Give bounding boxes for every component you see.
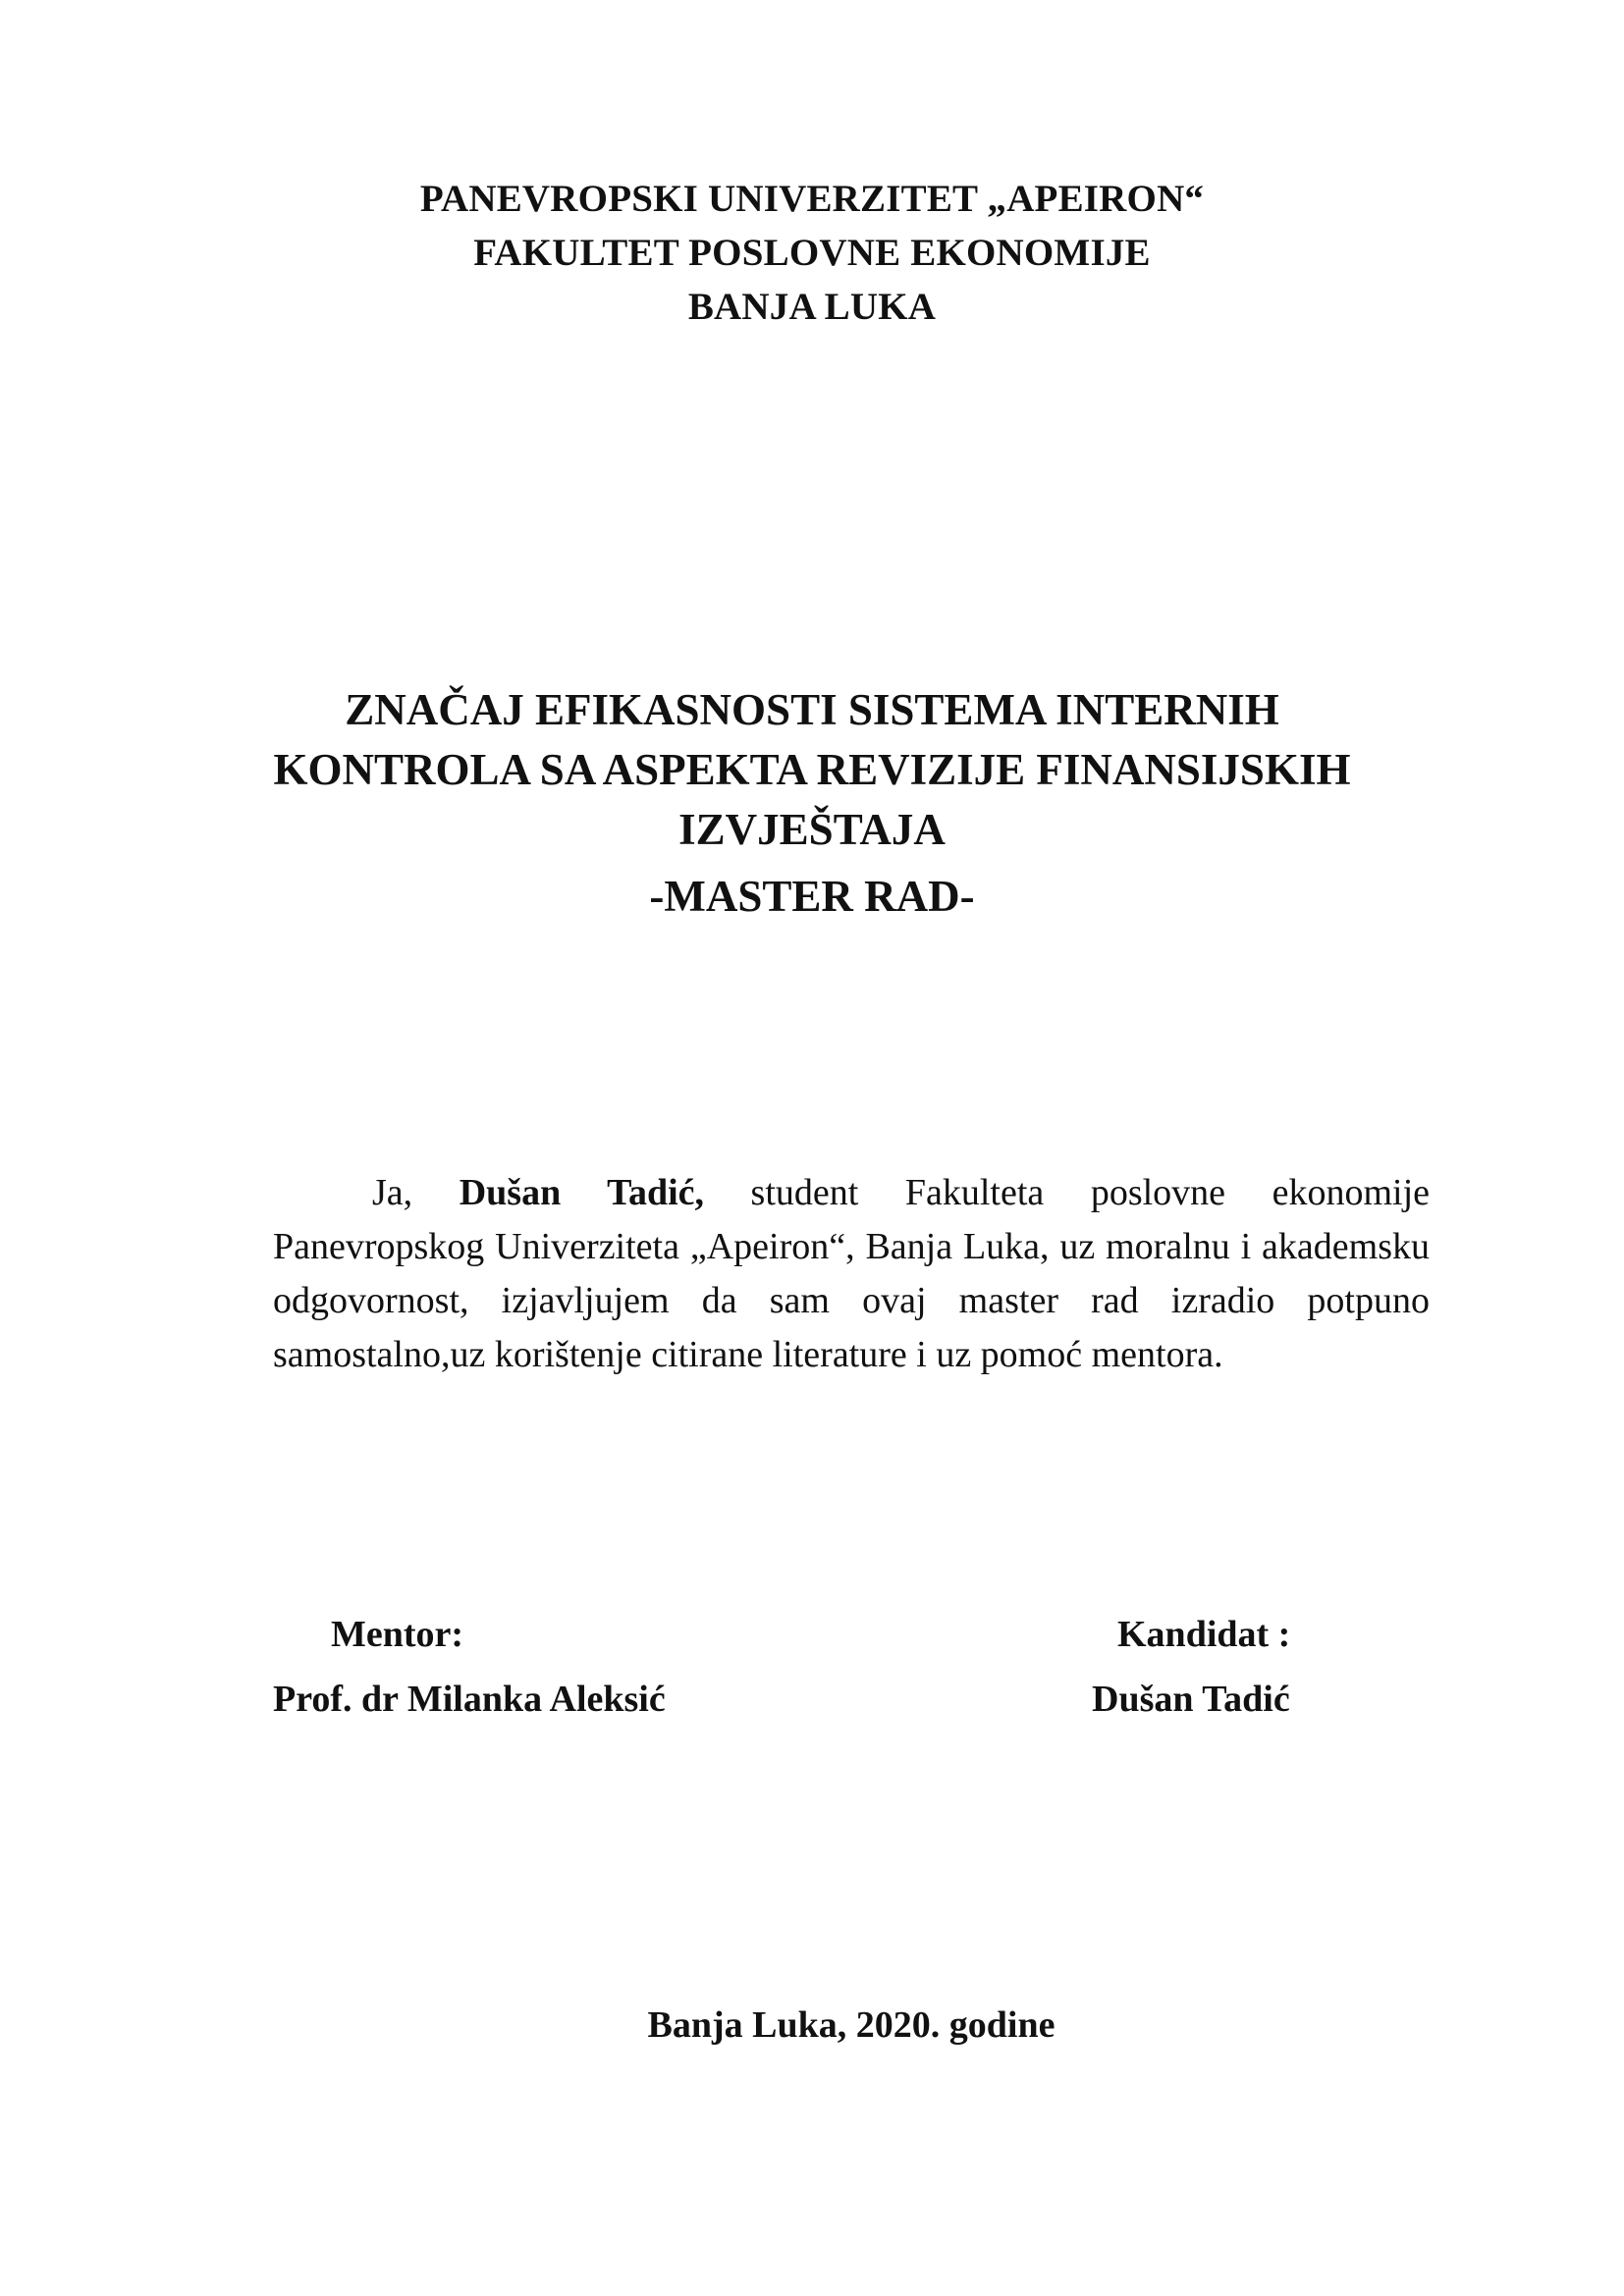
thesis-title-line-1: ZNAČAJ EFIKASNOSTI SISTEMA INTERNIH: [345, 685, 1279, 734]
candidate-label: Kandidat :: [1117, 1614, 1291, 1655]
mentor-label: Mentor:: [331, 1614, 464, 1655]
statement-line-2: Panevropskog Univerziteta „Apeiron“, Banja Luka, uz moralnu i akademsku: [273, 1226, 1430, 1267]
faculty-name: FAKULTET POSLOVNE EKONOMIJE: [473, 232, 1151, 274]
statement-line-1-rest: student Fakulteta poslovne ekonomije: [704, 1172, 1431, 1213]
statement-line-3: odgovornost, izjavljujem da sam ovaj master rad izradio potpuno: [273, 1280, 1430, 1321]
university-name: PANEVROPSKI UNIVERZITET „APEIRON“: [419, 178, 1205, 220]
institution-header: [0, 172, 1624, 334]
candidate-name: Dušan Tadić: [1092, 1679, 1290, 1720]
mentor-name: Prof. dr Milanka Aleksić: [273, 1679, 666, 1720]
statement-prefix: Ja,: [372, 1172, 460, 1213]
thesis-title-line-2: KONTROLA SA ASPEKTA REVIZIJE FINANSIJSKIH: [273, 745, 1351, 794]
authorship-statement: [273, 1166, 1430, 1382]
thesis-title: [0, 680, 1624, 860]
city-name: BANJA LUKA: [687, 286, 937, 328]
statement-author: Dušan Tadić,: [459, 1172, 704, 1213]
statement-line-4: samostalno,uz korištenje citirane literature i uz pomoć mentora.: [273, 1334, 1223, 1375]
thesis-title-line-3: IZVJEŠTAJA: [678, 805, 946, 854]
statement-line-1: [273, 1166, 1430, 1220]
place-and-date: Banja Luka, 2020. godine: [647, 2004, 1056, 2046]
thesis-type: -MASTER RAD-: [649, 872, 975, 921]
